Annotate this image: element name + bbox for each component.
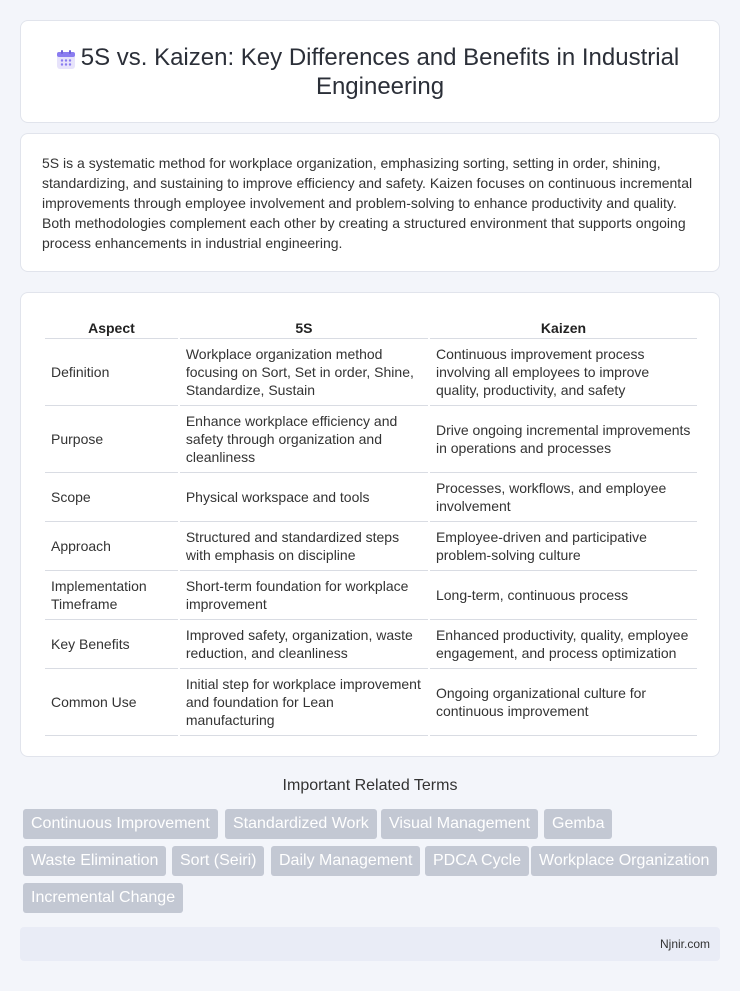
row-5s: Enhance workplace efficiency and safety through organization and cleanliness [180, 406, 428, 473]
header-aspect: Aspect [45, 315, 178, 339]
row-kaizen: Processes, workflows, and employee involvement [430, 473, 697, 522]
row-kaizen: Employee-driven and participative problem-solving culture [430, 522, 697, 571]
row-aspect: Scope [45, 473, 178, 522]
tag-waste-elimination[interactable]: Waste Elimination [23, 846, 166, 876]
row-5s: Initial step for workplace improvement and foundation for Lean manufacturing [180, 669, 428, 736]
table-row [45, 571, 697, 620]
row-aspect: Implementation Timeframe [45, 571, 178, 620]
row-5s: Structured and standardized steps with emphasis on discipline [180, 522, 428, 571]
table-row [45, 473, 697, 522]
row-5s: Workplace organization method focusing on Sort, Set in order, Shine, Standardize, Sustain [180, 339, 428, 406]
footer [20, 927, 720, 961]
tag-gemba[interactable]: Gemba [544, 809, 612, 839]
row-5s: Improved safety, organization, waste reduction, and cleanliness [180, 620, 428, 669]
tag-continuous-improvement[interactable]: Continuous Improvement [23, 809, 218, 839]
table-row [45, 339, 697, 406]
table-row [45, 522, 697, 571]
comparison-table [43, 315, 699, 736]
row-kaizen: Drive ongoing incremental improvements in operations and processes [430, 406, 697, 473]
header-5s: 5S [180, 315, 428, 339]
table-header-row [45, 315, 697, 339]
intro-card [20, 133, 720, 272]
row-kaizen: Continuous improvement process involving all employees to improve quality, productivity, and safety [430, 339, 697, 406]
row-kaizen: Long-term, continuous process [430, 571, 697, 620]
row-kaizen: Ongoing organizational culture for continuous improvement [430, 669, 697, 736]
table-row [45, 620, 697, 669]
footer-site[interactable]: Njnir.com [659, 937, 710, 951]
row-aspect: Approach [45, 522, 178, 571]
related-terms-title: Important Related Terms [282, 777, 458, 794]
row-5s: Short-term foundation for workplace improvement [180, 571, 428, 620]
tag-sort-seiri[interactable]: Sort (Seiri) [172, 846, 264, 876]
page-title: 5S vs. Kaizen: Key Differences and Benefits in Industrial Engineering [80, 44, 680, 100]
intro-paragraph: 5S is a systematic method for workplace organization, emphasizing sorting, setting in order, shining, standardizing, and sustaining to improve efficiency and safety. Kaizen focuses on continuous incremental improvements through employee involvement and problem-solving to enhance productivity and quality. Both methodologies complement each other by creating a structured environment that supports ongoing process enhancements in industrial engineering. [42, 155, 693, 251]
header-kaizen: Kaizen [430, 315, 697, 339]
header-card [20, 20, 720, 123]
comparison-card [20, 292, 720, 757]
tag-pdca-cycle[interactable]: PDCA Cycle [425, 846, 529, 876]
table-row [45, 406, 697, 473]
tag-standardized-work[interactable]: Standardized Work [225, 809, 377, 839]
tag-workplace-organization[interactable]: Workplace Organization [531, 846, 717, 876]
row-aspect: Definition [45, 339, 178, 406]
row-aspect: Key Benefits [45, 620, 178, 669]
row-aspect: Purpose [45, 406, 178, 473]
row-5s: Physical workspace and tools [180, 473, 428, 522]
row-aspect: Common Use [45, 669, 178, 736]
tag-daily-management[interactable]: Daily Management [271, 846, 420, 876]
tag-incremental-change[interactable]: Incremental Change [23, 883, 183, 913]
tag-visual-management[interactable]: Visual Management [381, 809, 538, 839]
table-row [45, 669, 697, 736]
row-kaizen: Enhanced productivity, quality, employee engagement, and process optimization [430, 620, 697, 669]
